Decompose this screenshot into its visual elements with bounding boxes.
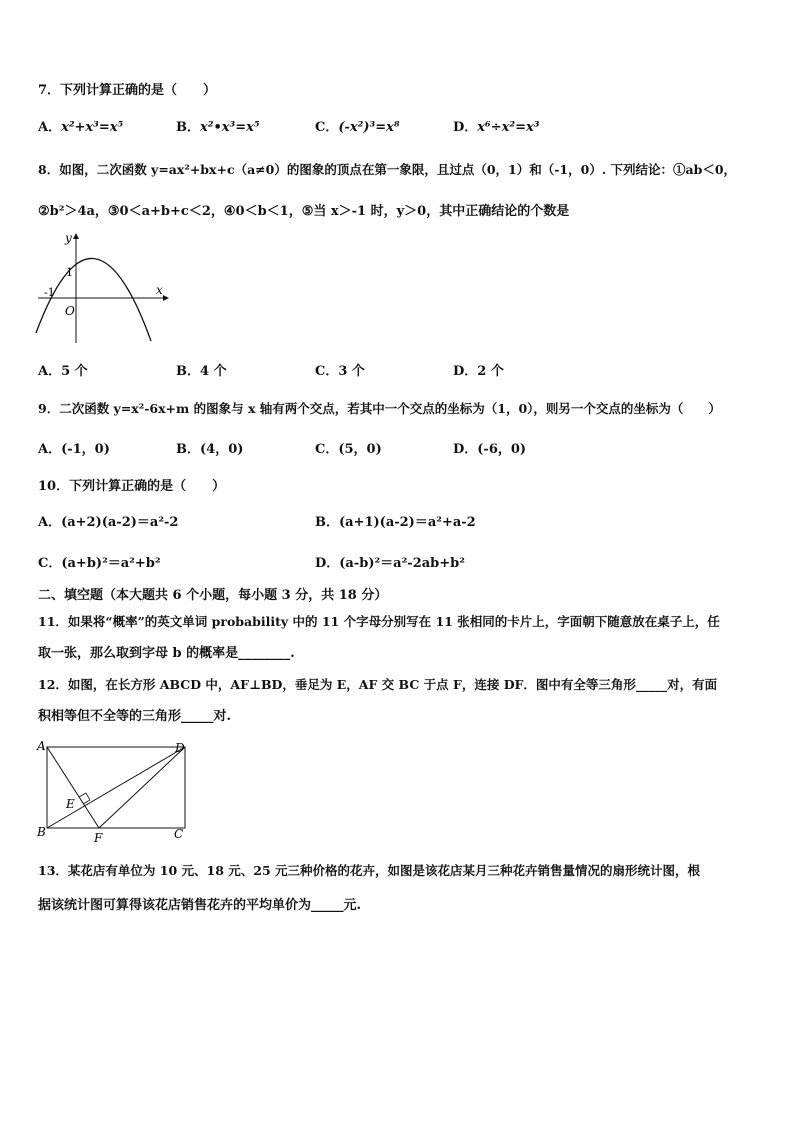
question-8-stem-line1: 8．如图，二次函数 y=ax²+bx+c（a≠0）的图象的顶点在第一象限，且过点（0，1）和（-1，0）. 下列结论：①ab＜0， (38, 162, 737, 177)
question-13-line1: 13．某花店有单位为 10 元、18 元、25 元三种价格的花卉，如图是该花店某月三种花卉销售量情况的扇形统计图，根 (38, 863, 700, 878)
q9-option-a: A．(-1，0) (38, 442, 110, 457)
question-12-line2: 积相等但不全等的三角形_____对. (38, 709, 232, 724)
tick-label-y-1: 1 (66, 266, 73, 279)
q10-option-d: D．(a-b)²＝a²-2ab+b² (315, 556, 465, 571)
q9-option-d: D．(-6，0) (453, 442, 527, 457)
q7-option-a: A．x²+x³=x⁵ (38, 120, 124, 135)
q10-option-a: A．(a+2)(a-2)＝a²-2 (38, 515, 179, 530)
question-8-stem-line2: ②b²＞4a，③0＜a+b+c＜2，④0＜b＜1，⑤当 x＞-1 时，y＞0，其中正确结论的个数是 (38, 204, 570, 219)
q7-option-c: C．(-x²)³=x⁸ (315, 120, 400, 135)
section-2-heading: 二、填空题（本大题共 6 个小题，每小题 3 分，共 18 分） (38, 588, 388, 603)
question-11-line2: 取一张，那么取到字母 b 的概率是________. (38, 646, 295, 661)
q10-option-c: C．(a+b)²＝a²+b² (38, 556, 161, 571)
point-label-d: D (175, 741, 185, 755)
question-13-line2: 据该统计图可算得该花店销售花卉的平均单价为_____元. (38, 898, 362, 913)
segment-df (99, 747, 185, 828)
q8-option-b: B．4 个 (176, 364, 227, 379)
point-label-e: E (66, 797, 75, 811)
q9-option-b: B．(4，0) (176, 442, 244, 457)
question-7-stem: 7．下列计算正确的是（ ） (38, 83, 217, 98)
origin-label: O (65, 304, 75, 318)
q9-option-c: C．(5，0) (315, 442, 382, 457)
q7-option-d: D．x⁶÷x²=x³ (453, 120, 540, 135)
x-axis-label: x (156, 283, 163, 297)
q8-option-a: A．5 个 (38, 364, 88, 379)
point-label-c: C (174, 827, 184, 841)
y-axis-label: y (65, 231, 72, 245)
point-label-f: F (94, 831, 103, 845)
question-9-stem: 9．二次函数 y=x²-6x+m 的图象与 x 轴有两个交点，若其中一个交点的坐标为（1，0），则另一个交点的坐标为（ ） (38, 401, 721, 416)
point-label-b: B (37, 825, 46, 839)
q8-option-d: D．2 个 (453, 364, 504, 379)
point-label-a: A (37, 739, 46, 753)
tick-label-x-minus1: -1 (44, 286, 55, 299)
segment-af (47, 747, 99, 828)
question-10-stem: 10．下列计算正确的是（ ） (38, 479, 226, 494)
question-12-line1: 12．如图，在长方形 ABCD 中，AF⊥BD，垂足为 E，AF 交 BC 于点 F，连接 DF．图中有全等三角形_____对，有面 (38, 677, 718, 692)
q7-option-b: B．x²•x³=x⁵ (176, 120, 260, 135)
q8-option-c: C．3 个 (315, 364, 365, 379)
q10-option-b: B．(a+1)(a-2)＝a²+a-2 (315, 515, 476, 530)
parabola-figure (34, 228, 174, 348)
rectangle-figure (34, 738, 194, 848)
question-11-line1: 11．如果将“概率”的英文单词 probability 中的 11 个字母分别写在 11 张相同的卡片上，字面朝下随意放在桌子上，任 (38, 614, 720, 629)
parabola-curve (36, 258, 151, 341)
segment-bd (47, 747, 185, 828)
